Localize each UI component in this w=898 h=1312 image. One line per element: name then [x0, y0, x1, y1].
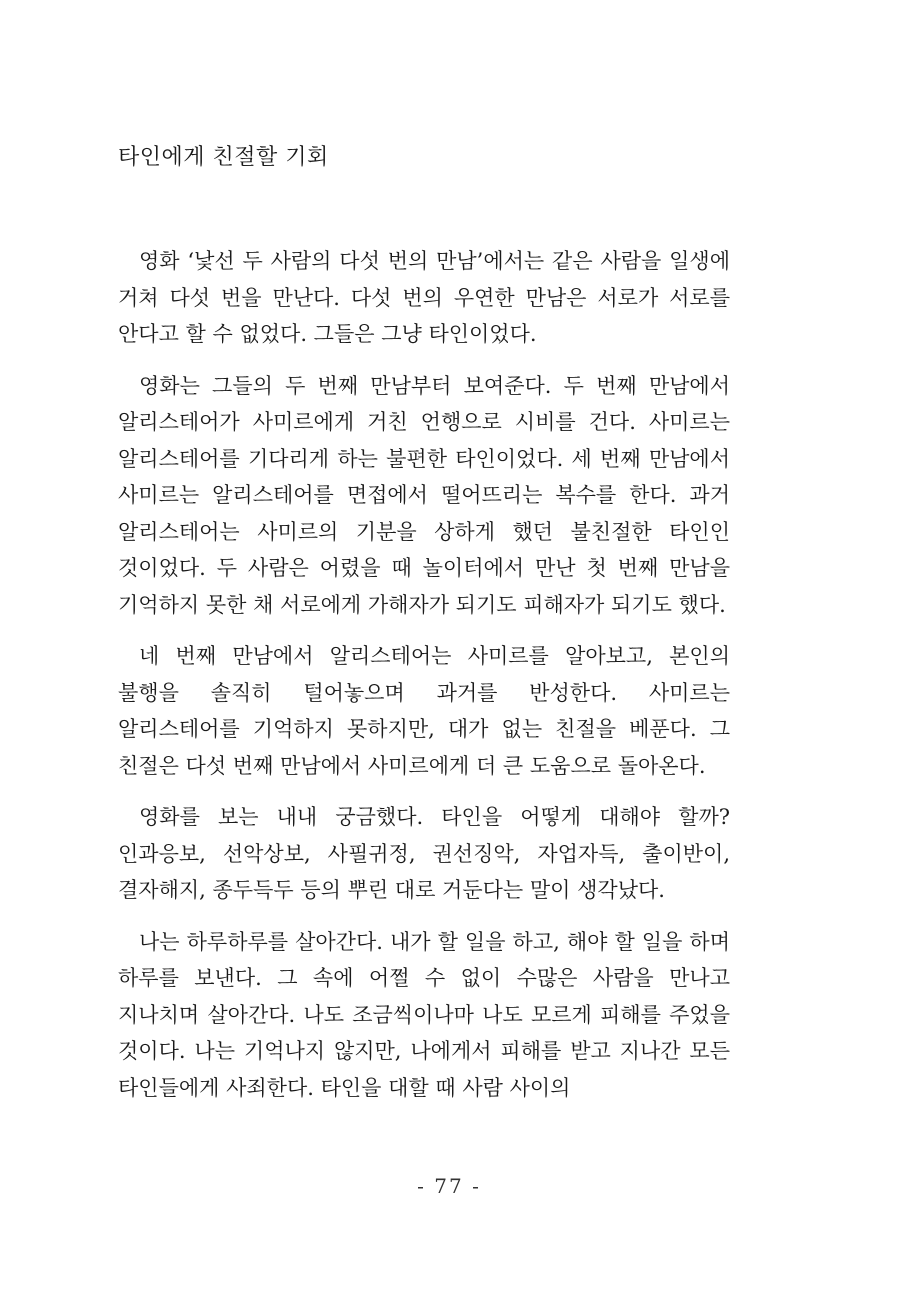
paragraph-5: 나는 하루하루를 살아간다. 내가 할 일을 하고, 해야 할 일을 하며 하루를 보낸다. 그 속에 어쩔 수 없이 수많은 사람을 만나고 지나치며 살아간다. 나도 조금씩이나마 나도 모르게 피해를 주었을 것이다. 나는 기억나지 않지만, 나에게서 피해를 받고 지나간 모든 타인들에게 사죄한다. 타인을 대할 때 사람 사이의: [118, 929, 730, 1100]
paragraph-2: 영화는 그들의 두 번째 만남부터 보여준다. 두 번째 만남에서 알리스테어가 사미르에게 거친 언행으로 시비를 건다. 사미르는 알리스테어를 기다리게 하는 불편한 타인이었다. 세 번째 만남에서 사미르는 알리스테어를 면접에서 떨어뜨리는 복수를 한다. 과거 알리스테어는 사미르의 기분을 상하게 했던 불친절한 타인인 것이었다. 두 사람은 어렸을 때 놀이터에서 만난 첫 번째 만남을 기억하지 못한 채 서로에게 가해자가 되기도 피해자가 되기도 했다.: [118, 373, 730, 617]
paragraph-3: 네 번째 만남에서 알리스테어는 사미르를 알아보고, 본인의 불행을 솔직히 털어놓으며 과거를 반성한다. 사미르는 알리스테어를 기억하지 못하지만, 대가 없는 친절을 베푼다. 그 친절은 다섯 번째 만남에서 사미르에게 더 큰 도움으로 돌아온다.: [118, 644, 730, 778]
paragraph-1: 영화 ‘낯선 두 사람의 다섯 번의 만남’에서는 같은 사람을 일생에 거쳐 다섯 번을 만난다. 다섯 번의 우연한 만남은 서로가 서로를 안다고 할 수 없었다. 그들은 그냥 타인이었다.: [118, 249, 730, 346]
page-title: 타인에게 친절할 기회: [118, 145, 329, 170]
body-text: [118, 243, 730, 1121]
paragraph-4: 영화를 보는 내내 궁금했다. 타인을 어떻게 대해야 할까? 인과응보, 선악상보, 사필귀정, 권선징악, 자업자득, 출이반이, 결자해지, 종두득두 등의 뿌린 대로 거둔다는 말이 생각났다.: [118, 805, 730, 902]
page-number: - 77 -: [417, 1174, 481, 1198]
